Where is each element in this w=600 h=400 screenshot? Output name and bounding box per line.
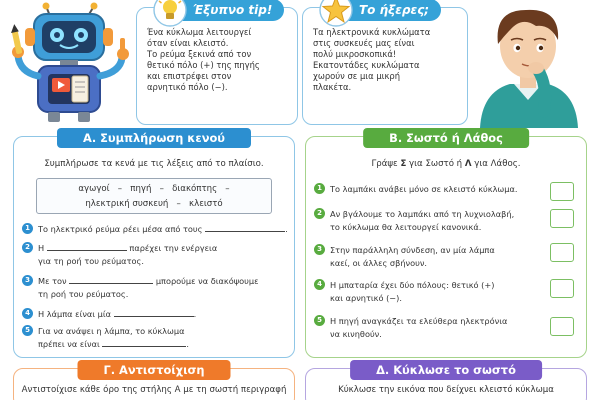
section-a-instruction: Συμπλήρωσε τα κενά με τις λέξεις από το πλαίσιο. [44, 159, 264, 169]
item-number: 5 [22, 325, 33, 336]
robot-illustration [8, 2, 148, 126]
blank-answer-field[interactable] [47, 242, 127, 251]
blank-answer-field[interactable] [114, 308, 194, 317]
did-you-know-title-text: Το ήξερες; [359, 3, 430, 17]
item-number: 3 [22, 275, 33, 286]
did-you-know-text: Τα ηλεκτρονικά κυκλώματα στις συσκευές μας είναι πολύ μικροσκοπικά! Εκατοντάδες κυκλώματα χωρούν σε μια μικρή πλακέτα. [313, 27, 431, 92]
section-true-false: Β. Σωστό ή Λάθος Γράψε Σ για Σωστό ή Λ για Λάθος. 1 Το λαμπάκι ανάβει μόνο σε κλειστό κύκλωμα. 2 Αν βγάλουμε το λαμπάκι από τη λυχνιολαβή, το κύκλωμα θα λειτουργεί κανονικά. 3 Στην παράλληλη σύνδεση, αν μία λάμπα καεί, οι άλλες σβήνουν. 4 Η μπαταρία έχει δύο πόλους: θετικό (+) και αρνητικό (−). 5 Η πηγή αναγκάζει τα ελεύθερα ηλεκτρόνια να κινηθούν. [305, 136, 587, 358]
section-b-title: Β. Σωστό ή Λάθος [363, 128, 529, 148]
answer-box[interactable] [550, 209, 574, 228]
smart-tip-title [167, 0, 284, 21]
smart-tip-card [136, 3, 298, 125]
word-bank [36, 178, 272, 214]
answer-box[interactable] [550, 243, 574, 262]
section-d-title: Δ. Κύκλωσε το σωστό [350, 360, 542, 380]
blank-answer-field[interactable] [205, 223, 285, 232]
item-number: 3 [314, 244, 325, 255]
item-number: 4 [314, 279, 325, 290]
section-d-instruction: Κύκλωσε την εικόνα που δείχνει κλειστό κύκλωμα [338, 385, 554, 395]
word-bank-line: αγωγοί – πηγή – διακόπτης – [78, 184, 230, 194]
item-number: 2 [22, 242, 33, 253]
answer-box[interactable] [550, 317, 574, 336]
section-c-instruction: Αντιστοίχισε κάθε όρο της στήλης Α με τη σωστή περιγραφή [21, 385, 287, 395]
did-you-know-card [302, 3, 468, 125]
item-number: 1 [22, 223, 33, 234]
did-you-know-title [333, 0, 441, 21]
section-fill-blanks: Α. Συμπλήρωση κενού Συμπλήρωσε τα κενά με τις λέξεις από το πλαίσιο. αγωγοί – πηγή – διακόπτης – ηλεκτρική συσκευή – κλειστό 1 Το ηλεκτρικό ρεύμα ρέει μέσα από τους . 2 Η παρέχει την ενέργεια για τη ροή του ρεύματος. 3 Με τον μπορούμε να διακόψουμε τη ροή του ρεύματος. 4 Η λάμπα είναι μία . 5 Για να ανάψει η λάμπα, το κύκλωμα πρέπει να είναι . [13, 136, 295, 358]
section-c-title: Γ. Αντιστοίχιση [77, 360, 230, 380]
star-icon [319, 0, 353, 27]
answer-box[interactable] [550, 182, 574, 201]
blank-answer-field[interactable] [69, 275, 153, 284]
smart-tip-title-text: Έξυπνο tip! [193, 3, 273, 17]
answer-box[interactable] [550, 279, 574, 298]
item-number: 4 [22, 308, 33, 319]
item-number: 1 [314, 183, 325, 194]
section-circle-correct [305, 363, 587, 400]
lightbulb-icon [153, 0, 187, 27]
word-bank-line: ηλεκτρική συσκευή – κλειστό [85, 199, 223, 209]
item-number: 2 [314, 208, 325, 219]
blank-answer-field[interactable] [102, 338, 186, 347]
section-matching [13, 363, 295, 400]
item-number: 5 [314, 315, 325, 326]
section-b-instruction: Γράψε Σ για Σωστό ή Λ για Λάθος. [371, 159, 521, 169]
section-a-title: Α. Συμπλήρωση κενού [57, 128, 251, 148]
smart-tip-text: Ένα κύκλωμα λειτουργεί όταν είναι κλειστό. Το ρεύμα ξεκινά από τον θετικό πόλο (+) της πηγής και επιστρέφει στον αρνητικό πόλο (−). [147, 27, 260, 92]
boy-illustration [452, 0, 600, 128]
